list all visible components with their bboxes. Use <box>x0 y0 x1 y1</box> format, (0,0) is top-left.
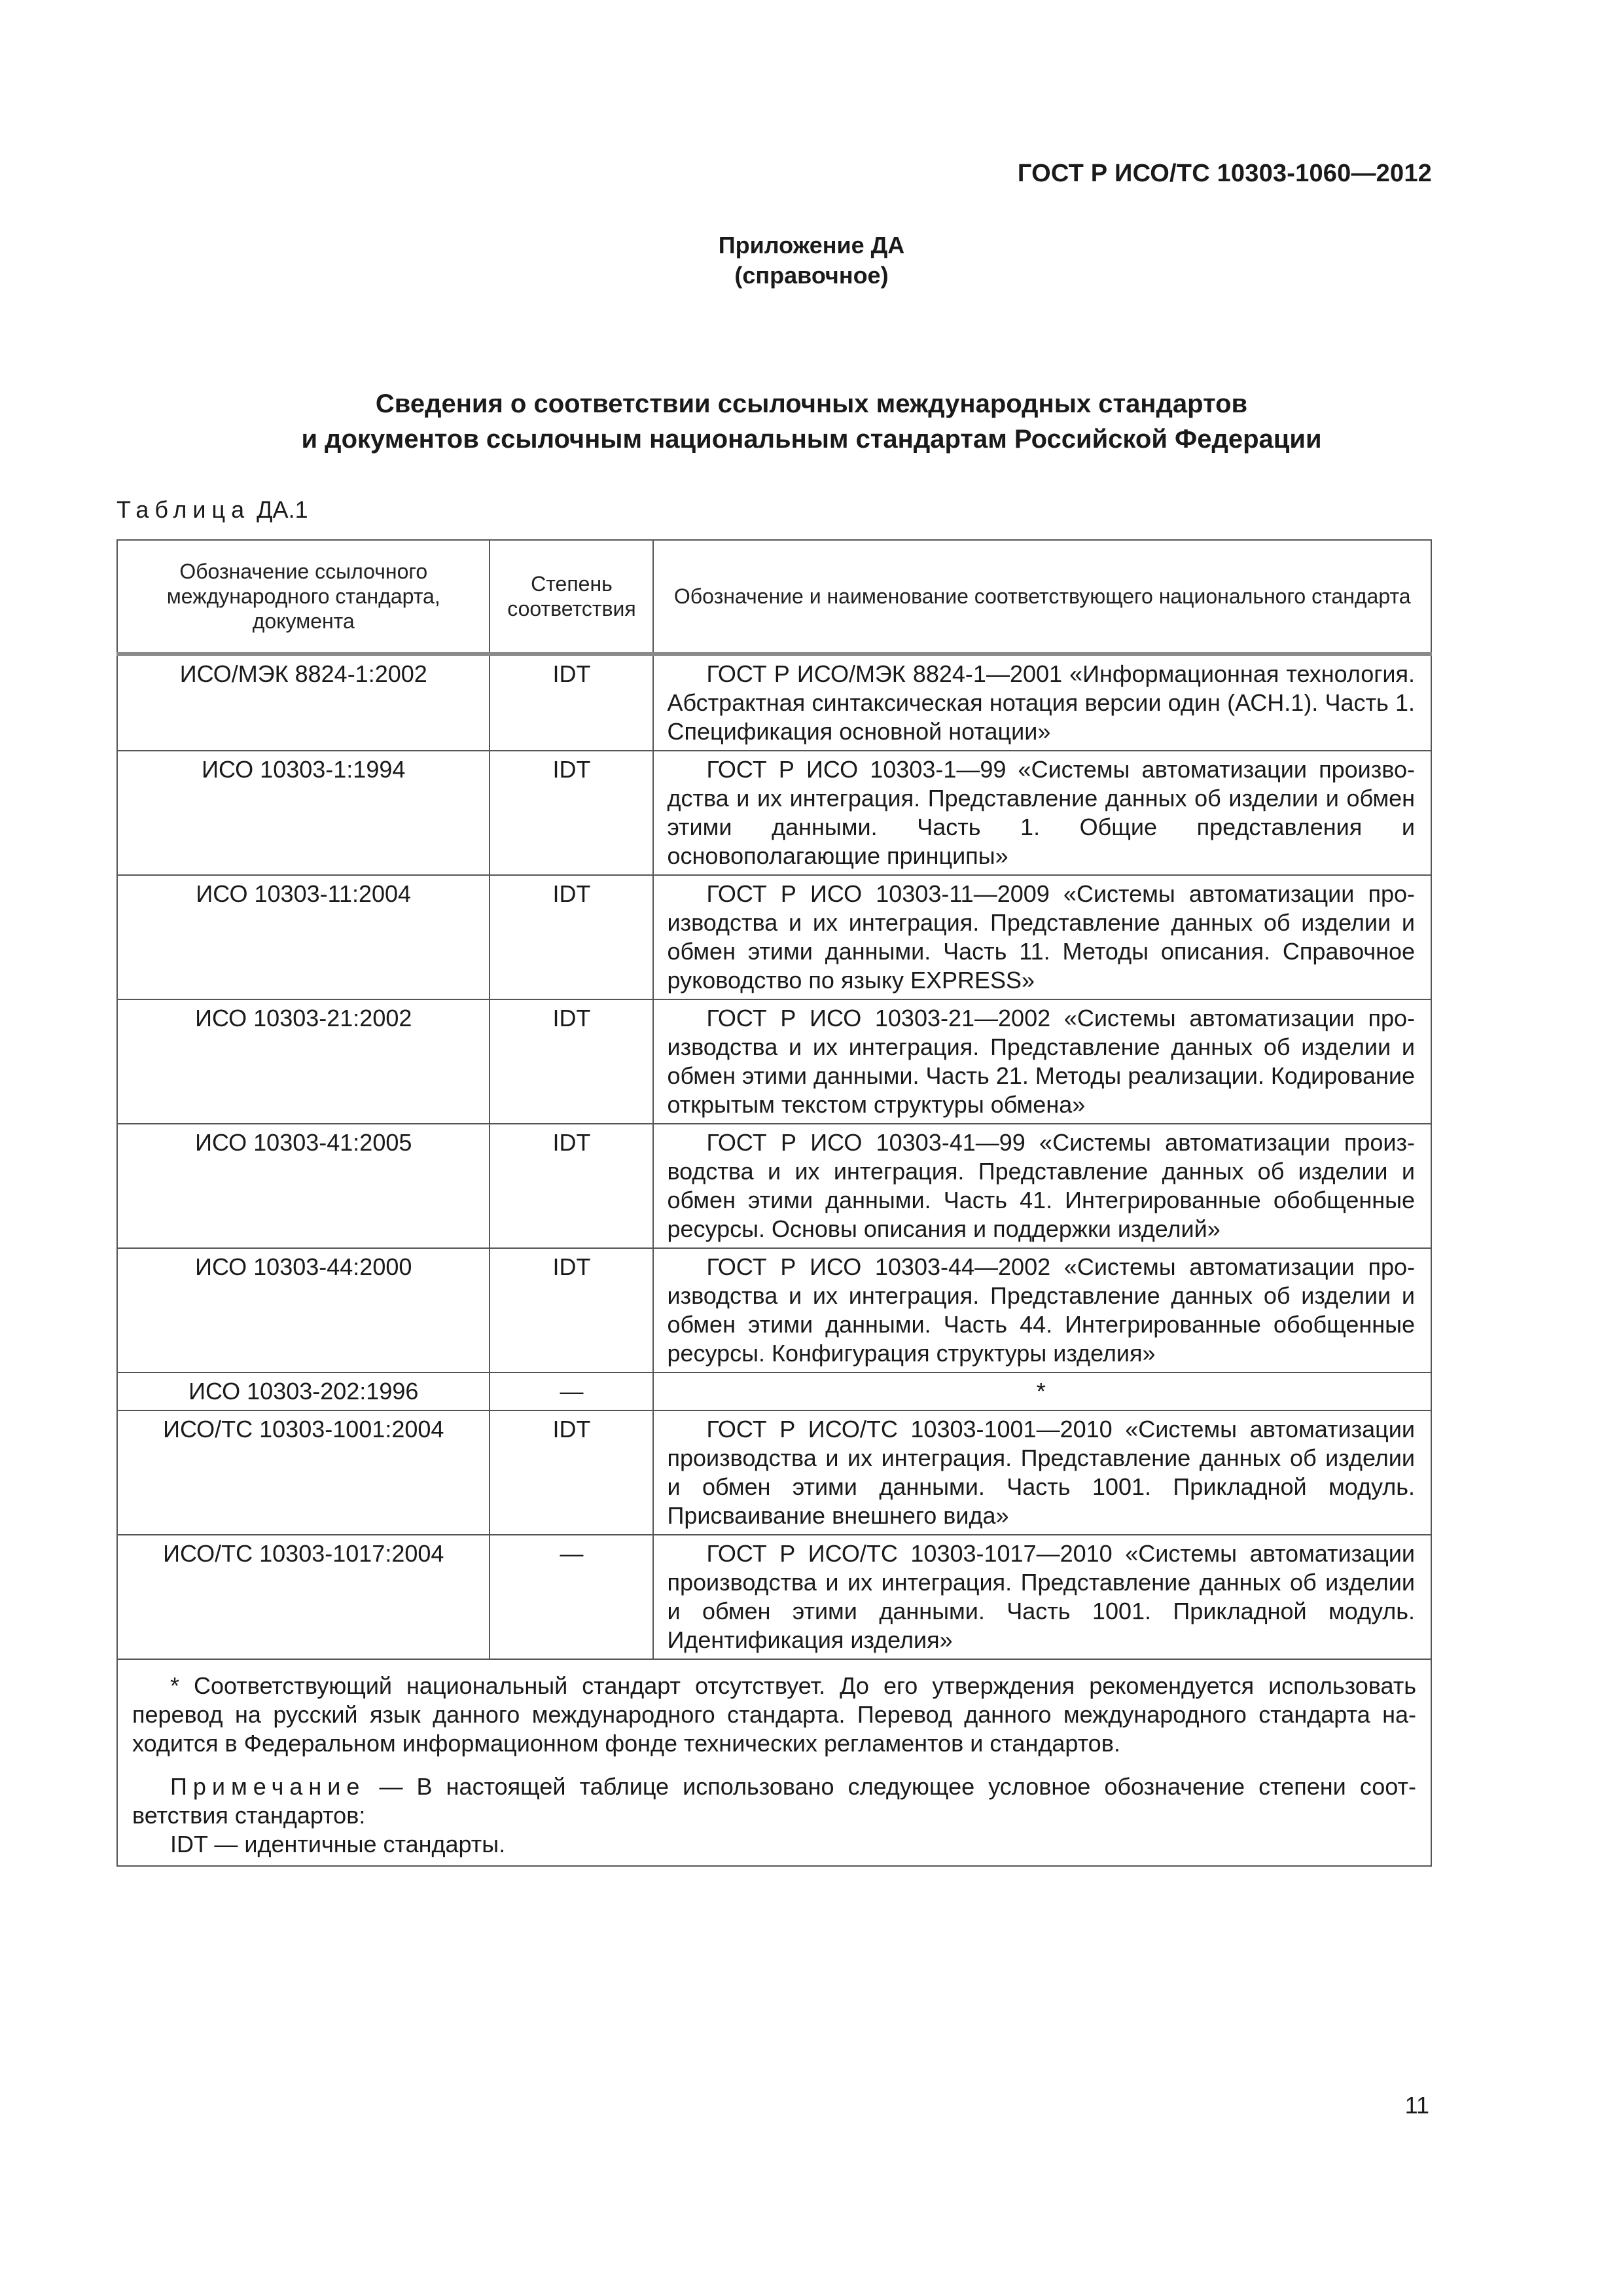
cell-international-standard: ИСО 10303-1:1994 <box>117 751 490 875</box>
cell-national-standard: * <box>653 1372 1431 1410</box>
cell-international-standard: ИСО 10303-44:2000 <box>117 1248 490 1372</box>
cell-international-standard: ИСО/ТС 10303-1001:2004 <box>117 1410 490 1535</box>
section-heading-line-2: и документов ссылочным национальным стандартам Российской Федерации <box>301 425 1322 454</box>
document-code: ГОСТ Р ИСО/ТС 10303-1060—2012 <box>1017 160 1432 187</box>
appendix-title-block <box>0 230 1623 291</box>
cell-degree: IDT <box>490 654 653 751</box>
cell-degree: IDT <box>490 1124 653 1248</box>
cell-international-standard: ИСО/МЭК 8824-1:2002 <box>117 654 490 751</box>
table-row <box>117 1248 1431 1372</box>
correspondence-table <box>116 539 1432 1867</box>
cell-national-standard: ГОСТ Р ИСО 10303-21—2002 «Системы автоматизации производства и их интеграция. Представление данных об изделии и обмен этими данными. Часть 21. Методы реализации. Кодирование открытым текстом структуры обмена» <box>653 999 1431 1124</box>
header-national-standard: Обозначение и наименование соответствующего национального стандарта <box>653 540 1431 654</box>
note-text: — В настоящей таблице использовано следующее условное обозначение степени соответствия стандартов: <box>132 1773 1416 1829</box>
note-paragraph <box>132 1772 1416 1830</box>
table-caption <box>116 496 308 524</box>
table-row <box>117 1410 1431 1535</box>
table-caption-word: Таблица <box>116 496 251 523</box>
table-footnote-row <box>117 1659 1431 1866</box>
header-international-standard: Обозначение ссылочного международного стандарта, документа <box>117 540 490 654</box>
cell-degree: IDT <box>490 1410 653 1535</box>
cell-international-standard: ИСО/ТС 10303-1017:2004 <box>117 1535 490 1659</box>
table-footnote-cell <box>117 1659 1431 1866</box>
cell-degree: IDT <box>490 875 653 999</box>
note-legend: IDT — идентичные стандарты. <box>170 1831 506 1857</box>
table-caption-number: ДА.1 <box>257 496 308 523</box>
section-heading <box>0 386 1623 457</box>
table-row <box>117 1372 1431 1410</box>
cell-national-standard: ГОСТ Р ИСО/ТС 10303-1017—2010 «Системы автоматизации производства и их интеграция. Представление данных об изделии и обмен этими данными. Часть 1001. Прикладной модуль. Идентификация изделия» <box>653 1535 1431 1659</box>
page-number: 11 <box>1404 2092 1429 2119</box>
note-label: Примечание <box>170 1773 366 1800</box>
table-row <box>117 999 1431 1124</box>
table-row <box>117 654 1431 751</box>
cell-international-standard: ИСО 10303-21:2002 <box>117 999 490 1124</box>
appendix-title: Приложение ДА <box>718 232 905 259</box>
cell-degree: IDT <box>490 751 653 875</box>
cell-degree: IDT <box>490 1248 653 1372</box>
cell-national-standard: ГОСТ Р ИСО 10303-1—99 «Системы автоматизации производства и их интеграция. Представление данных об изделии и обмен этими данными. Часть 1. Общие представления и основополагающие принципы» <box>653 751 1431 875</box>
cell-international-standard: ИСО 10303-11:2004 <box>117 875 490 999</box>
cell-degree: — <box>490 1372 653 1410</box>
cell-national-standard: ГОСТ Р ИСО 10303-41—99 «Системы автоматизации производства и их интеграция. Представление данных об изделии и обмен этими данными. Часть 41. Интегрированные обобщенные ресурсы. Основы описания и поддержки изделий» <box>653 1124 1431 1248</box>
cell-national-standard: ГОСТ Р ИСО/ТС 10303-1001—2010 «Системы автоматизации производства и их интеграция. Представление данных об изделии и обмен этими данными. Часть 1001. Прикладной модуль. Присваивание внешнего вида» <box>653 1410 1431 1535</box>
cell-national-standard: ГОСТ Р ИСО/МЭК 8824-1—2001 «Информационная технология. Абстрактная синтаксическая нотация версии один (АСН.1). Часть 1. Спецификация основной нотации» <box>653 654 1431 751</box>
cell-national-standard: ГОСТ Р ИСО 10303-11—2009 «Системы автоматизации производства и их интеграция. Представление данных об изделии и обмен этими данными. Часть 11. Методы описания. Справочное руководство по языку EXPRESS» <box>653 875 1431 999</box>
table-row <box>117 1535 1431 1659</box>
cell-international-standard: ИСО 10303-202:1996 <box>117 1372 490 1410</box>
table-row <box>117 875 1431 999</box>
cell-international-standard: ИСО 10303-41:2005 <box>117 1124 490 1248</box>
table-header-row <box>117 540 1431 654</box>
header-degree: Степень соответствия <box>490 540 653 654</box>
table-row <box>117 1124 1431 1248</box>
cell-degree: — <box>490 1535 653 1659</box>
footnote-text: * Соответствующий национальный стандарт отсутствует. До его утверждения рекомендуется использовать перевод на русский язык данного международного стандарта. Перевод данного международного стандарта находится в Федеральном информационном фонде технических регламентов и стандартов. <box>132 1672 1416 1757</box>
table-row <box>117 751 1431 875</box>
cell-national-standard: ГОСТ Р ИСО 10303-44—2002 «Системы автоматизации производства и их интеграция. Представление данных об изделии и обмен этими данными. Часть 44. Интегрированные обобщенные ресурсы. Конфигурация структуры изделия» <box>653 1248 1431 1372</box>
cell-degree: IDT <box>490 999 653 1124</box>
appendix-subtitle: (справочное) <box>734 262 889 289</box>
section-heading-line-1: Сведения о соответствии ссылочных международных стандартов <box>375 389 1248 418</box>
